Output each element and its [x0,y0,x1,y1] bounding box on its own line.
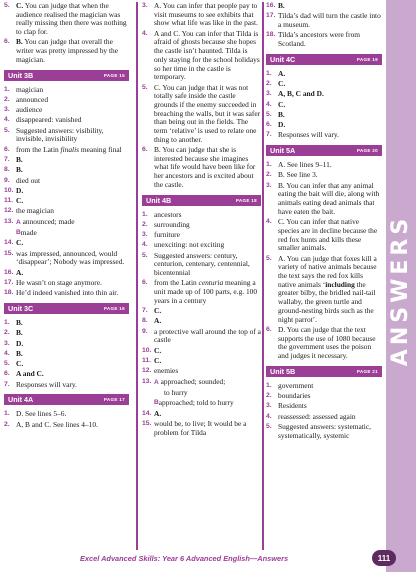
answer-item: 15. would be, to live; It would be a problem for Tilda [142,418,247,437]
unit-5b-header: Unit 5B PAGE 21 [266,366,382,377]
answer-item: 17. Tilda’s dad will turn the castle into a museum. [266,11,381,29]
answer-item: 18. Tilda’s ancestors were from Scotland. [266,30,361,48]
answer-item: 7. B. [4,155,23,164]
answer-item: 16. B. [266,1,285,10]
answer-item: 2. B. See line 3. [266,170,318,180]
unit-4b-header: Unit 4B PAGE 18 [142,195,261,206]
answer-item: 9. a protective wall around the top of a castle [142,326,261,345]
answer-item: 5. C. [4,359,24,369]
answer-item: 15. was impressed, announced, would ‘disappear’; Nobody was impressed. [4,248,125,267]
unit-3b-header: Unit 3B PAGE 15 [4,70,129,81]
answer-item: 18. He’d indeed vanished into thin air. [4,288,119,298]
footer-title: Excel Advanced Skills: Year 6 Advanced English—Answers [80,554,289,563]
answer-item: 1. government [266,380,314,390]
answer-item: 2. boundaries [266,390,311,400]
answer-item: 2. C. [266,79,286,88]
page-number: 111 [372,550,396,566]
answer-item: 14. C. [4,238,24,248]
answer-item: 5. A. You can judge that foxes kill a variety of native animals because the text says the red fox kills native animals ‘including the greater bilby, the bridled nail-tail wallaby, the green turtle and ground-nesting birds such as the night parrot’. [266,253,377,324]
answer-item: 6. A and C. [4,369,44,379]
answer-item: 3. A, B, C and D. [266,89,324,99]
answer-item: 2. announced [4,94,49,104]
answer-item: 5. C. You can judge that when the audience realised the magician was really missing then there was nothing to clap for. [4,1,127,37]
answer-item: 5. B. [266,109,285,119]
answer-item: 5. Suggested answers: systematic, systematically, systemic [266,421,371,440]
answer-item: 4. reassessed: assessed again [266,411,356,421]
unit-4c-header: Unit 4C PAGE 19 [266,54,382,65]
answer-item: 3. B. You can infer that any animal eating the bait will die, along with animals eating dead animals that have eaten the bait. [266,180,380,216]
answer-item: 5. Suggested answers: visibility, invisible, invisibility [4,125,104,144]
answer-item: 5. Suggested answers: century, centurion, centenary, centennial, bicentennial [142,250,250,278]
answer-item: 12. the magician [4,206,54,216]
answer-item: 2. A, B and C. See lines 4–10. [4,419,98,429]
column-divider [262,2,264,550]
answer-item: 4. disappeared: vanished [4,115,82,125]
answer-item: 1. magician [4,84,44,94]
answer-item: 7. Responses will vary. [266,130,339,140]
answer-item: 13. A approached; sounded; [142,376,226,386]
answer-item: 7. Responses will vary. [4,379,77,389]
answer-item: 4. C. You can infer that native species are in decline because the red fox hunts and kills these smaller animals. [266,217,378,253]
answer-item: 4. A and C. You can infer that Tilda is afraid of ghosts because she hopes the castle isn’t haunted. Tilda is only staying for the school holidays so her time in the castle is temporary. [142,28,260,82]
answer-item: 6. D. [266,120,286,130]
answer-item: 4. C. [266,99,286,109]
answer-item: 8. B. [4,165,23,175]
answer-column-1 [4,2,129,431]
answer-item: 1. ancestors [142,209,182,219]
answer-item: 1. B. [4,317,23,327]
answer-item: 3. audience [4,105,43,115]
answer-item: 6. from the Latin finalis meaning final [4,144,122,154]
answer-item: 10. D. [4,185,24,195]
answer-item: 16. A. [4,267,24,277]
answer-item: 3. A. You can infer that people pay to visit museums to see exhibits that show what life was like in the past. [142,1,258,28]
answer-item: 7. C. [142,306,162,316]
column-divider [136,2,138,550]
answer-column-3 [266,2,382,442]
answer-item: 8. A. [142,316,162,326]
answer-item: 6. from the Latin centuria meaning a unit made up of 100 parts, e.g. 100 years in a century [142,278,258,305]
answer-item: 1. A. [266,68,286,78]
answer-item: 4. unexciting: not exciting [142,240,225,250]
answer-item: 2. B. [4,328,23,338]
answer-item: 14. A. [142,408,162,418]
page-footer [0,553,416,567]
answer-item: 1. D. See lines 5–6. [4,409,67,419]
answer-item: 4. B. [4,348,23,358]
answer-item: 1. A. See lines 9–11. [266,160,332,170]
answer-item: 5. C. You can judge that it was not totally safe inside the castle grounds if the enemy succeeded in breaching the walls, but it was safer than being out in the fields. The term ‘relative’ is used to relate one thing to another. [142,82,261,144]
answer-item: 10. C. [142,345,162,355]
answer-item-continued: to hurry [164,387,188,397]
answer-item: 12. enemies [142,366,179,376]
unit-5a-header: Unit 5A PAGE 20 [266,145,382,156]
answer-item: 3. D. [4,338,24,348]
answer-item: 17. He wasn’t on stage anymore. [4,277,102,287]
unit-3c-header: Unit 3C PAGE 16 [4,303,129,314]
answer-item: 2. surrounding [142,219,190,229]
answer-item: 6. B. You can judge that overall the writer was pretty impressed by the magician. [4,37,119,64]
answer-item: 11. C. [142,356,162,366]
answer-item-continued: B approached; told to hurry [154,398,234,408]
unit-4a-header: Unit 4A PAGE 17 [4,394,129,405]
answer-item: 13. A announced; made [4,216,75,226]
answer-column-2 [142,2,261,439]
answer-item: 3. furniture [142,230,180,240]
answers-side-title: ANSWERS [388,214,414,366]
answer-item-continued: B made [16,228,37,238]
answer-item: 6. D. You can judge that the text supports the use of 1080 because the government uses the poison and judges it necessary. [266,324,376,360]
answer-item: 9. died out [4,175,41,185]
answer-item: 3. Residents [266,401,307,411]
answer-item: 6. B. You can judge that she is interested because she imagines what life would have been like for her ancestors and is excited about the castle. [142,145,256,189]
answer-item: 11. C. [4,196,24,206]
